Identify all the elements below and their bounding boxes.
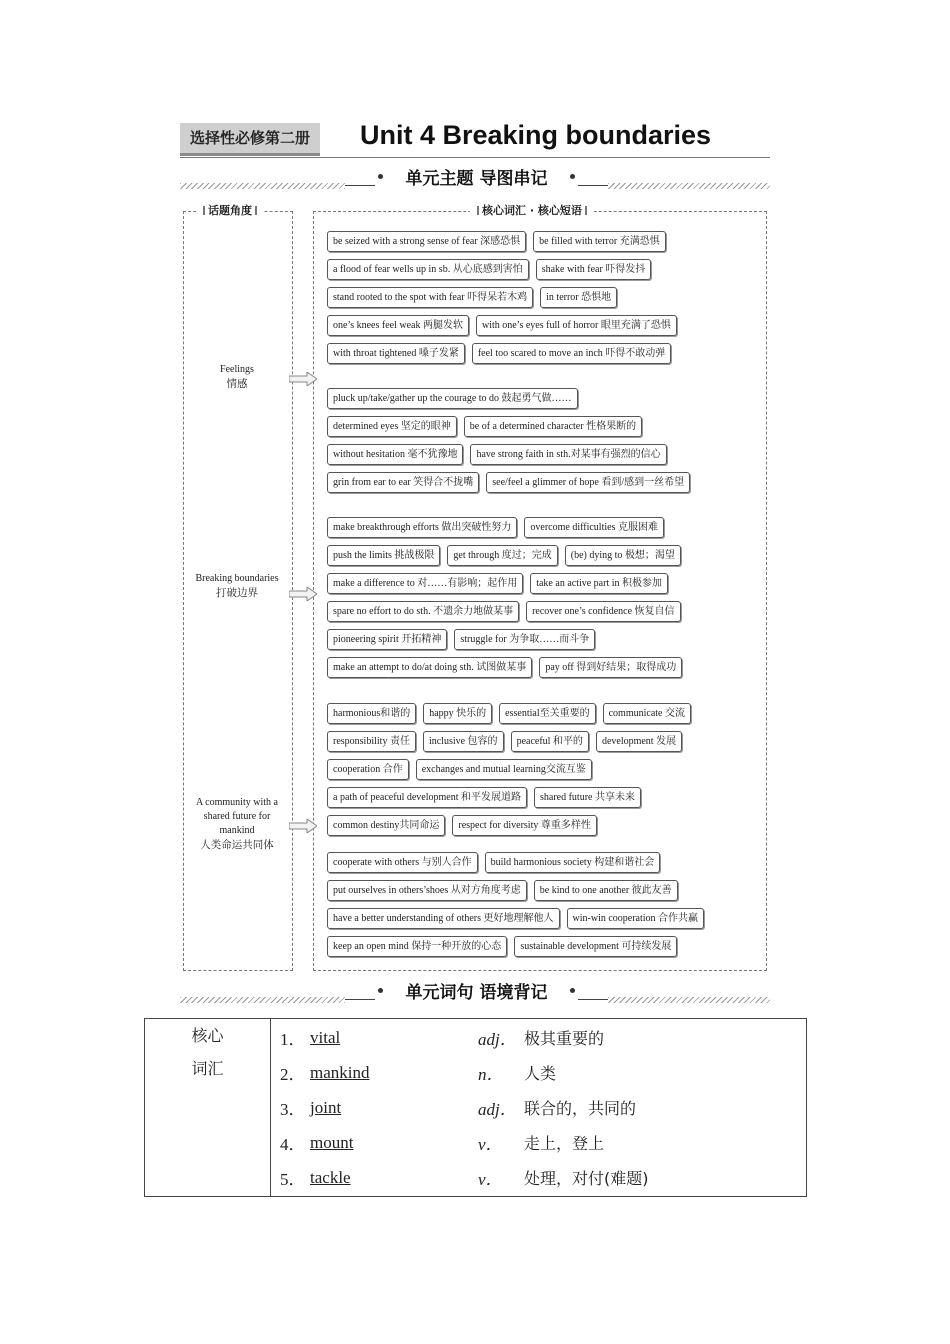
topic-en: Breaking boundaries (195, 573, 279, 584)
vocab-meaning: 极其重要的 (524, 1029, 605, 1048)
phrase-chip: inclusive 包容的 (423, 731, 504, 752)
phrase-chip: recover one’s confidence 恢复自信 (526, 601, 680, 622)
phrase-chip: cooperate with others 与别人合作 (327, 852, 478, 873)
phrase-chip: common destiny共同命运 (327, 815, 445, 836)
topic-en: A community with a shared future for mankind (196, 797, 278, 836)
phrase-row (327, 657, 682, 678)
phrase-chip: put ourselves in others’shoes 从对方角度考虑 (327, 880, 527, 901)
phrase-row (327, 416, 690, 437)
phrase-chip: harmonious和谐的 (327, 703, 416, 724)
phrase-chip: with throat tightened 嗓子发紧 (327, 343, 465, 364)
phrase-chip: keep an open mind 保持一种开放的心态 (327, 936, 507, 957)
phrase-chip: respect for diversity 尊重多样性 (452, 815, 596, 836)
phrase-chip: make an attempt to do/at doing sth. 试图做某事 (327, 657, 532, 678)
phrase-chip: a path of peaceful development 和平发展道路 (327, 787, 527, 808)
phrase-row (327, 731, 691, 752)
phrase-row (327, 787, 691, 808)
vocab-row (272, 1125, 805, 1160)
phrase-group-breaking (327, 517, 682, 685)
topic-community (185, 796, 289, 852)
phrase-chip: be filled with terror 充满恐惧 (533, 231, 666, 252)
phrase-chip: shared future 共享未来 (534, 787, 641, 808)
phrase-row (327, 517, 682, 538)
topic-box-label: 话题角度 (196, 204, 264, 218)
arrow-right-icon (289, 372, 317, 386)
phrase-row (327, 472, 690, 493)
phrase-chip: responsibility 责任 (327, 731, 416, 752)
phrase-row (327, 259, 677, 280)
vocab-num: 2． (280, 1065, 306, 1084)
vocab-meaning: 处理，对付(难题) (524, 1169, 649, 1188)
phrase-chip: be of a determined character 性格果断的 (464, 416, 642, 437)
phrase-row (327, 343, 677, 364)
phrase-chip: push the limits 挑战极限 (327, 545, 440, 566)
phrase-chip: (be) dying to 极想；渴望 (565, 545, 681, 566)
vocab-meaning: 联合的，共同的 (524, 1099, 637, 1118)
vocab-word: mankind (310, 1062, 370, 1082)
arrow-right-icon (289, 587, 317, 601)
vocab-pos: n． (478, 1065, 504, 1084)
phrase-row (327, 880, 704, 901)
phrase-chip: development 发展 (596, 731, 682, 752)
phrase-group-fear (327, 231, 677, 371)
section1-banner (345, 167, 608, 191)
phrase-chip: overcome difficulties 克服困难 (524, 517, 664, 538)
phrase-chip: have a better understanding of others 更好地理解他人 (327, 908, 560, 929)
section1-hatch-left (180, 183, 345, 189)
phrase-group-courage (327, 388, 690, 500)
vocab-word: tackle (310, 1167, 351, 1187)
phrase-chip: grin from ear to ear 笑得合不拢嘴 (327, 472, 479, 493)
vocab-row (272, 1020, 805, 1055)
phrase-row (327, 601, 682, 622)
phrase-chip: build harmonious society 构建和谐社会 (485, 852, 661, 873)
phrase-chip: without hesitation 毫不犹豫地 (327, 444, 463, 465)
topic-feelings (185, 363, 289, 391)
phrase-row (327, 287, 677, 308)
vocab-row (272, 1090, 805, 1125)
phrase-chip: make a difference to 对……有影响；起作用 (327, 573, 523, 594)
vocab-category-line: 核心 (191, 1026, 224, 1045)
phrase-chip: see/feel a glimmer of hope 看到/感到一丝希望 (486, 472, 690, 493)
phrase-chip: take an active part in 积极参加 (530, 573, 668, 594)
section2-hatch-right (608, 997, 770, 1003)
section2-banner (345, 981, 608, 1005)
phrase-group-community-words (327, 703, 691, 843)
phrase-row (327, 315, 677, 336)
topic-zh: 情感 (226, 378, 248, 390)
vocab-pos: adj． (478, 1030, 517, 1049)
phrase-chip: stand rooted to the spot with fear 吓得呆若木鸡 (327, 287, 533, 308)
phrase-chip: feel too scared to move an inch 吓得不敢动弹 (472, 343, 671, 364)
section2-title: 单元词句 语境背记 (405, 983, 548, 1003)
vocab-row (272, 1055, 805, 1090)
phrase-row (327, 759, 691, 780)
book-volume-tag: 选择性必修第二册 (180, 123, 320, 156)
topic-en: Feelings (220, 364, 254, 375)
vocab-word: joint (310, 1097, 342, 1117)
topic-breaking-boundaries (190, 572, 284, 600)
vocab-meaning: 走上，登上 (524, 1134, 605, 1153)
section1-hatch-right (608, 183, 770, 189)
phrase-chip: peaceful 和平的 (511, 731, 589, 752)
phrase-row (327, 815, 691, 836)
phrase-chip: sustainable development 可持续发展 (514, 936, 677, 957)
phrase-chip: spare no effort to do sth. 不遗余力地做某事 (327, 601, 519, 622)
phrase-row (327, 444, 690, 465)
topic-zh: 打破边界 (216, 587, 258, 599)
phrase-chip: struggle for 为争取……而斗争 (454, 629, 595, 650)
phrase-chip: a flood of fear wells up in sb. 从心底感到害怕 (327, 259, 529, 280)
vocab-list (271, 1019, 807, 1197)
phrase-chip: one’s knees feel weak 两腿发软 (327, 315, 469, 336)
phrase-chip: get through 度过；完成 (447, 545, 557, 566)
vocab-num: 1． (280, 1030, 306, 1049)
phrase-row (327, 545, 682, 566)
vocab-category-line: 词汇 (191, 1059, 224, 1078)
vocab-table (144, 1018, 807, 1197)
vocab-pos: adj． (478, 1100, 517, 1119)
phrase-chip: with one’s eyes full of horror 眼里充满了恐惧 (476, 315, 677, 336)
phrase-chip: cooperation 合作 (327, 759, 409, 780)
phrase-row (327, 908, 704, 929)
phrase-chip: be seized with a strong sense of fear 深感恐惧 (327, 231, 526, 252)
phrase-chip: be kind to one another 彼此友善 (534, 880, 678, 901)
arrow-right-icon (289, 819, 317, 833)
phrase-chip: in terror 恐惧地 (540, 287, 617, 308)
phrase-chip: pay off 得到好结果；取得成功 (539, 657, 682, 678)
phrase-row (327, 936, 704, 957)
phrase-chip: pioneering spirit 开拓精神 (327, 629, 447, 650)
topic-zh: 人类命运共同体 (200, 839, 274, 851)
phrase-row (327, 573, 682, 594)
phrase-chip: win-win cooperation 合作共赢 (567, 908, 705, 929)
phrase-chip: shake with fear 吓得发抖 (536, 259, 652, 280)
vocab-row (272, 1160, 805, 1195)
phrase-row (327, 703, 691, 724)
phrase-chip: make breakthrough efforts 做出突破性努力 (327, 517, 517, 538)
vocab-num: 3． (280, 1100, 306, 1119)
vocab-word: mount (310, 1132, 354, 1152)
vocab-meaning: 人类 (524, 1064, 557, 1083)
phrase-row (327, 388, 690, 409)
phrase-row (327, 852, 704, 873)
phrase-chip: have strong faith in sth.对某事有强烈的信心 (470, 444, 666, 465)
phrase-chip: communicate 交流 (603, 703, 691, 724)
section2-hatch-left (180, 997, 345, 1003)
phrase-chip: exchanges and mutual learning交流互鉴 (416, 759, 592, 780)
phrase-chip: happy 快乐的 (423, 703, 492, 724)
vocab-num: 4． (280, 1135, 306, 1154)
phrase-box-label: 核心词汇 · 核心短语 (470, 204, 594, 218)
unit-title: Unit 4 Breaking boundaries (360, 120, 712, 150)
vocab-word: vital (310, 1027, 341, 1047)
section1-title: 单元主题 导图串记 (405, 169, 548, 189)
title-divider (180, 157, 770, 158)
vocab-num: 5． (280, 1170, 306, 1189)
vocab-category (145, 1019, 271, 1197)
phrase-row (327, 231, 677, 252)
phrase-chip: essential至关重要的 (499, 703, 595, 724)
phrase-chip: pluck up/take/gather up the courage to do 鼓起勇气做…… (327, 388, 578, 409)
vocab-pos: v． (478, 1170, 503, 1189)
phrase-group-community-phrases (327, 852, 704, 964)
phrase-chip: determined eyes 坚定的眼神 (327, 416, 457, 437)
vocab-pos: v． (478, 1135, 503, 1154)
phrase-row (327, 629, 682, 650)
